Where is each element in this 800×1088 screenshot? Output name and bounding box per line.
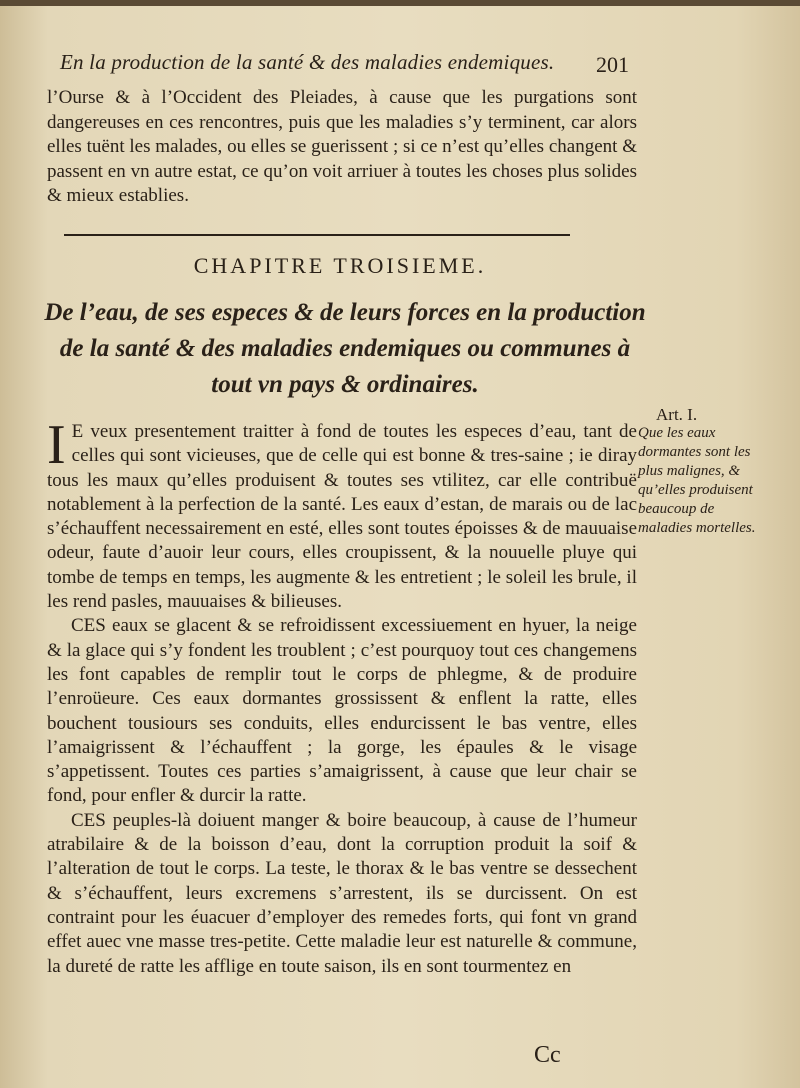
paragraph-3: CES peuples-là doiuent manger & boire beaucoup, à cause de l’humeur atrabilaire & de la boisson d’eau, dont la corruption produit la soif & l’alteration de tout le corps. La teste, le thorax & le bas ventre se dessechent & s’échauffent, leurs excremens s’arrestent, ils se durcissent. On est contraint pour les éuacuer d’employer des remedes forts, qui font vn grand effet auec vne masse tres-petite. Cette maladie leur est naturelle & commune, la dureté de ratte les afflige en toute saison, ils en sont tourmentez en — [47, 809, 637, 977]
paragraph-1 — [47, 414, 637, 614]
chapter-heading: CHAPITRE TROISIEME. — [193, 253, 487, 278]
margin-note-text: Que les eaux dormantes sont les plus malignes, & qu’elles produisent beaucoup de maladies mortelles. — [638, 425, 756, 536]
running-title: En la production de la santé & des maladies endemiques. — [60, 50, 555, 74]
intro-paragraph: l’Ourse & à l’Occident des Pleiades, à cause que les purgations sont dangereuses en ces rencontres, puis que les maladies s’y terminent, car alors elles tuënt les malades, ou elles se guerissent ; si ce n’est qu’elles changent & passent en vn autre estat, ce qu’on voit arriuer à toutes les choses plus solides & mieux establies. — [47, 87, 637, 206]
section-divider — [64, 234, 570, 236]
page-top-edge — [0, 0, 800, 6]
margin-note — [638, 405, 756, 538]
catchword: Cc — [534, 1042, 561, 1068]
paragraph-2: CES eaux se glacent & se refroidissent excessiuement en hyuer, la neige & la glace qui s’y fondent les troublent ; c’est pourquoy tout ces changemens les font capables de remplir tout le corps de phlegme, & de produire l’enroüeure. Ces eaux dormantes grossissent & enflent la ratte, elles bouchent tousiours ses conduits, elles endurcissent le bas ventre, elles l’amaigrissent & l’échauffent ; la gorge, les épaules & le visage s’appetissent. Toutes ces parties s’amaigrissent, à cause que leur chair se fond, pour enfler & durcir la ratte. — [47, 615, 637, 807]
page-number: 201 — [596, 52, 629, 77]
body-text — [47, 414, 637, 979]
drop-cap: I — [47, 414, 66, 476]
paragraph-1-text: E veux presentement traitter à fond de toutes les especes d’eau, tant de celles qui sont vicieuses, que de celle qui est bonne & tres-saine ; ie diray tous les maux qu’elles produisent & toutes ses vtilitez, car elle contribuë notablement à la perfection de la santé. Les eaux d’estan, de marais ou de lac s’échauffent necessairement en esté, elles sont toutes époisses & de mauuaise odeur, faute d’auoir leur cours, elles croupissent, & la nouuelle pluye qui tombe de temps en temps, les augmente & les entretient ; le soleil les brule, il les rend pasles, mauuaises & bilieuses. — [47, 421, 637, 613]
margin-article-number: Art. I. — [656, 405, 698, 424]
chapter-title: De l’eau, de ses especes & de leurs forces en la production de la santé & des maladies endemiques ou communes à tout vn pays & ordinaires. — [44, 299, 646, 398]
